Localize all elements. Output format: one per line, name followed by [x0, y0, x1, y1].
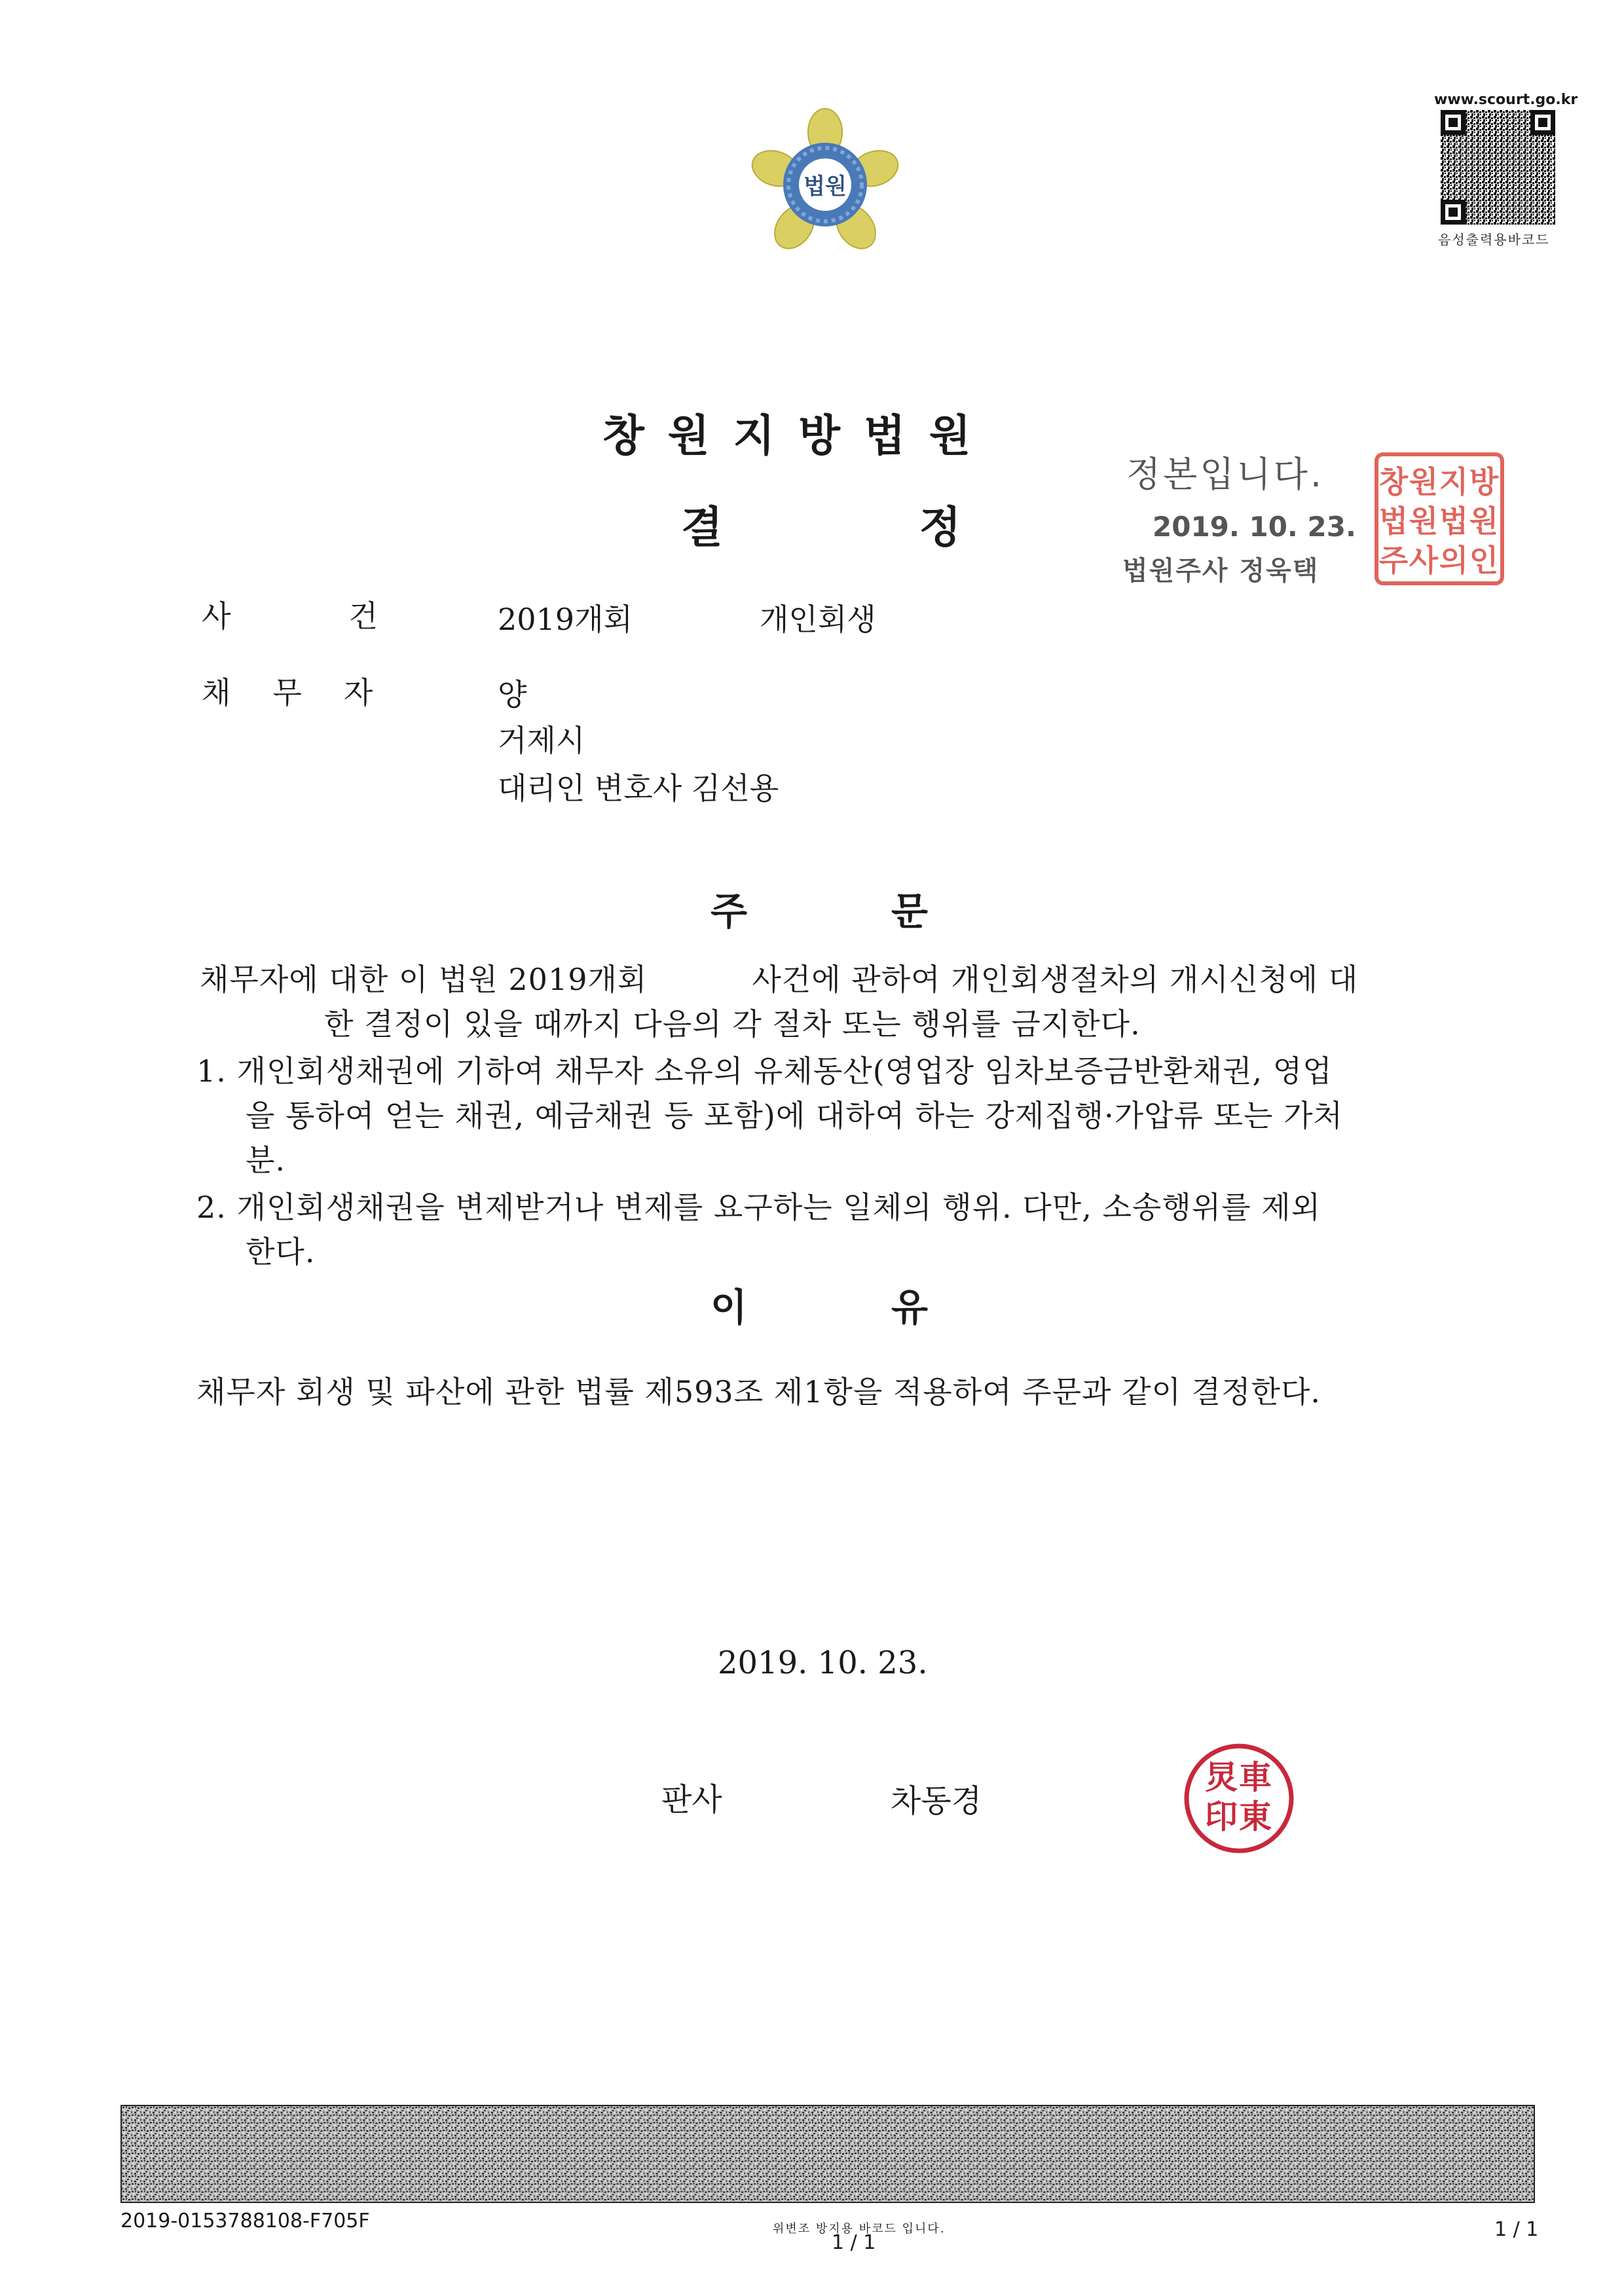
case-label-part2: 건	[348, 598, 378, 634]
reason-heading	[710, 1277, 928, 1332]
order-item2-line2: 한다.	[246, 1234, 316, 1269]
order-heading	[710, 881, 928, 936]
reason-heading-part1: 이	[710, 1285, 748, 1330]
order-intro-line1-a: 채무자에 대한 이 법원 2019개회	[200, 962, 648, 997]
reason-text: 채무자 회생 및 파산에 관한 법률 제593조 제1항을 적용하여 주문과 같이 결정한다.	[196, 1374, 1321, 1410]
judge-seal-char: 印	[1205, 1797, 1238, 1836]
cert-seal-char: 의	[1439, 543, 1469, 578]
cert-seal-char: 지	[1439, 464, 1469, 500]
debtor-agent: 대리인 변호사 김선용	[498, 771, 779, 806]
reason-heading-part2: 유	[891, 1285, 929, 1330]
cert-seal-char: 창	[1378, 464, 1409, 500]
case-label	[202, 592, 378, 636]
cert-seal-char: 인	[1469, 543, 1499, 578]
order-heading-part2: 문	[891, 889, 929, 934]
judge-seal-char: 東	[1239, 1797, 1272, 1836]
court-name: 창원지방법원	[602, 410, 995, 461]
court-emblem-icon	[747, 105, 904, 262]
order-item1-line2: 을 통하여 얻는 채권, 예금채권 등 포함)에 대하여 하는 강제집행·가압류 또는 가처	[246, 1098, 1343, 1133]
order-item1-line3: 분.	[246, 1142, 286, 1178]
cert-seal-char: 원	[1409, 464, 1439, 500]
order-intro-line2: 한 결정이 있을 때까지 다음의 각 절차 또는 행위를 금지한다.	[324, 1006, 1141, 1042]
qr-caption: 음성출력용바코드	[1438, 232, 1550, 247]
qr-url: www.scourt.go.kr	[1434, 92, 1578, 108]
certified-copy-text: 정본입니다.	[1126, 454, 1324, 495]
judge-title: 판사	[661, 1781, 722, 1818]
cert-seal-char: 주	[1378, 543, 1409, 578]
debtor-address: 거제시	[498, 723, 585, 758]
page-number-center: 1 / 1	[832, 2231, 876, 2254]
emblem-text: 법원	[803, 173, 847, 200]
doc-title-first: 결	[681, 501, 723, 553]
doc-title	[681, 492, 961, 555]
order-item2-line1: 2. 개인회생채권을 변제받거나 변제를 요구하는 일체의 행위. 다만, 소송행위를 제외	[196, 1190, 1321, 1225]
case-type: 개인회생	[760, 602, 876, 637]
court-clerk-name: 법원주사 정욱택	[1122, 556, 1320, 586]
judge-seal-char: 炅	[1205, 1758, 1238, 1796]
doc-title-second: 정	[919, 501, 961, 553]
cert-seal-char: 원	[1409, 503, 1439, 539]
judge-seal-char: 車	[1239, 1758, 1272, 1796]
debtor-name: 양	[498, 677, 527, 712]
barcode-note: 위변조 방지용 바코드 입니다.	[773, 2222, 946, 2236]
page-number-right: 1 / 1	[1494, 2218, 1539, 2241]
case-label-part1: 사	[202, 598, 231, 634]
cert-seal-char: 방	[1469, 464, 1499, 500]
case-number: 2019개회	[498, 602, 633, 637]
debtor-label: 채무자	[202, 675, 415, 710]
order-intro-line1	[200, 956, 1358, 999]
order-item1-line1: 1. 개인회생채권에 기하여 채무자 소유의 유체동산(영업장 임차보증금반환채권, 영업	[196, 1053, 1333, 1089]
decision-date: 2019. 10. 23.	[718, 1645, 928, 1681]
cert-seal-char: 법	[1439, 503, 1469, 539]
court-clerk-seal-icon	[1374, 452, 1505, 586]
qr-code	[1441, 110, 1555, 225]
order-heading-part1: 주	[710, 889, 748, 934]
document-id: 2019-0153788108-F705F	[120, 2210, 370, 2232]
certified-copy-date: 2019. 10. 23.	[1153, 511, 1356, 543]
order-intro-line1-b: 사건에 관하여 개인회생절차의 개시신청에 대	[752, 962, 1359, 997]
cert-seal-char: 법	[1378, 503, 1409, 539]
judge-name: 차동경	[891, 1783, 982, 1819]
cert-seal-char: 사	[1409, 543, 1439, 578]
cert-seal-char: 원	[1469, 503, 1499, 539]
anti-forgery-barcode	[120, 2105, 1535, 2203]
judge-seal-icon	[1182, 1741, 1297, 1856]
